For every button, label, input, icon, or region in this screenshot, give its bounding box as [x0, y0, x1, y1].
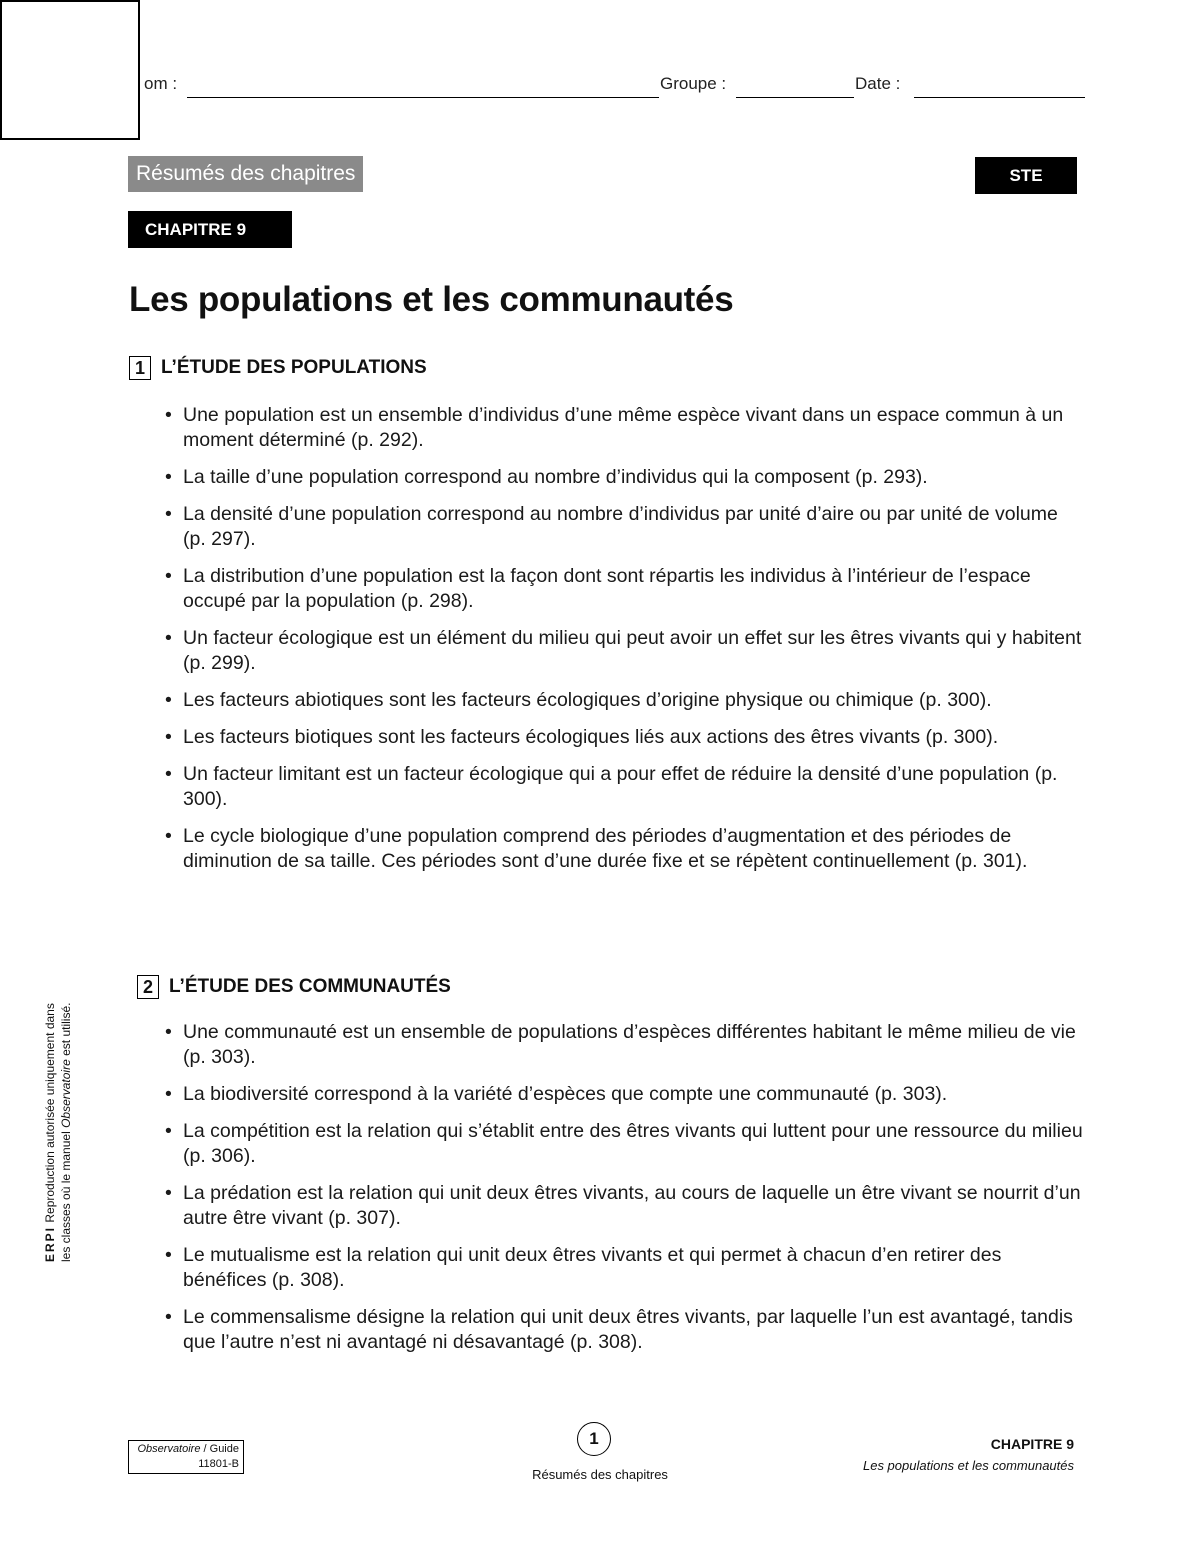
student-header [120, 70, 1085, 98]
copyright-line-2-end: est utilisé. [59, 1002, 73, 1060]
publisher-logo: ERPI [43, 1225, 57, 1262]
section-number: 2 [137, 975, 159, 999]
list-item: • Un facteur limitant est un facteur écologique qui a pour effet de réduire la densité d’une population (p. 300). [165, 762, 1085, 812]
list-item: • La taille d’une population correspond au nombre d’individus qui la composent (p. 293). [165, 465, 1085, 490]
list-item: • La distribution d’une population est la façon dont sont répartis les individus à l’intérieur de l’espace occupé par la population (p. 298). [165, 564, 1085, 614]
program-badge: STE [975, 157, 1077, 194]
corner-frame [0, 0, 140, 140]
footer-chapter-label: CHAPITRE 9 [990, 1436, 1074, 1452]
book-title: Observatoire [137, 1443, 201, 1455]
list-item: • Une population est un ensemble d’individus d’une même espèce vivant dans un espace commun à un moment déterminé (p. 292). [165, 403, 1085, 453]
page-title: Les populations et les communautés [129, 280, 734, 319]
list-item: • Les facteurs abiotiques sont les facteurs écologiques d’origine physique ou chimique (p. 300). [165, 688, 1085, 713]
list-item: • La prédation est la relation qui unit deux êtres vivants, au cours de laquelle un être vivant se nourrit d’un autre être vivant (p. 307). [165, 1181, 1085, 1231]
copyright-notice [42, 942, 74, 1262]
group-label: Groupe : [660, 74, 727, 93]
footer-section-label: Résumés des chapitres [532, 1467, 668, 1482]
group-field[interactable] [736, 96, 854, 98]
list-item: • La densité d’une population correspond au nombre d’individus par unité d’aire ou par unité de volume (p. 297). [165, 502, 1085, 552]
list-item: • Un facteur écologique est un élément du milieu qui peut avoir un effet sur les êtres vivants qui y habitent (p. 299). [165, 626, 1085, 676]
page-number: 1 [577, 1422, 611, 1456]
list-item: • Le cycle biologique d’une population comprend des périodes d’augmentation et des périodes de diminution de sa taille. Ces périodes sont d’une durée fixe et se répètent continuellement (p. 301). [165, 824, 1085, 874]
section-heading-communities [137, 975, 451, 999]
footer-chapter-subtitle: Les populations et les communautés [862, 1458, 1074, 1473]
list-item: • Le commensalisme désigne la relation qui unit deux êtres vivants, par laquelle l’un est avantagé, tandis que l’autre n’est ni avantagé ni désavantagé (p. 308). [165, 1305, 1085, 1355]
chapter-badge: CHAPITRE 9 [128, 211, 292, 248]
name-field[interactable] [187, 96, 659, 98]
list-item: • Une communauté est un ensemble de populations d’espèces différentes habitant le même milieu de vie (p. 303). [165, 1020, 1085, 1070]
section-title: L’ÉTUDE DES POPULATIONS [161, 357, 427, 378]
date-field[interactable] [914, 96, 1085, 98]
communities-list [165, 1020, 1085, 1355]
name-label: om : [144, 74, 178, 93]
list-item: • La biodiversité correspond à la variété d’espèces que compte une communauté (p. 303). [165, 1082, 1085, 1107]
book-suffix: / Guide [200, 1443, 239, 1455]
section-number: 1 [129, 356, 151, 380]
list-item: • Le mutualisme est la relation qui unit deux êtres vivants et qui permet à chacun d’en retirer des bénéfices (p. 308). [165, 1243, 1085, 1293]
date-label: Date : [855, 74, 901, 93]
populations-list [165, 403, 1085, 874]
copyright-line-1: Reproduction autorisée uniquement dans [43, 1003, 57, 1223]
copyright-book-title: Observatoire [59, 1059, 73, 1128]
list-item: • Les facteurs biotiques sont les facteurs écologiques liés aux actions des êtres vivants (p. 300). [165, 725, 1085, 750]
book-code: 11801-B [198, 1458, 239, 1470]
section-title: L’ÉTUDE DES COMMUNAUTÉS [169, 976, 451, 997]
summary-tag: Résumés des chapitres [128, 156, 363, 192]
copyright-line-2: les classes où le manuel [59, 1127, 73, 1262]
footer-chapter [863, 1436, 1074, 1473]
book-reference-box [128, 1440, 244, 1474]
list-item: • La compétition est la relation qui s’établit entre des êtres vivants qui luttent pour une ressource du milieu (p. 306). [165, 1119, 1085, 1169]
section-heading-populations [129, 356, 427, 380]
